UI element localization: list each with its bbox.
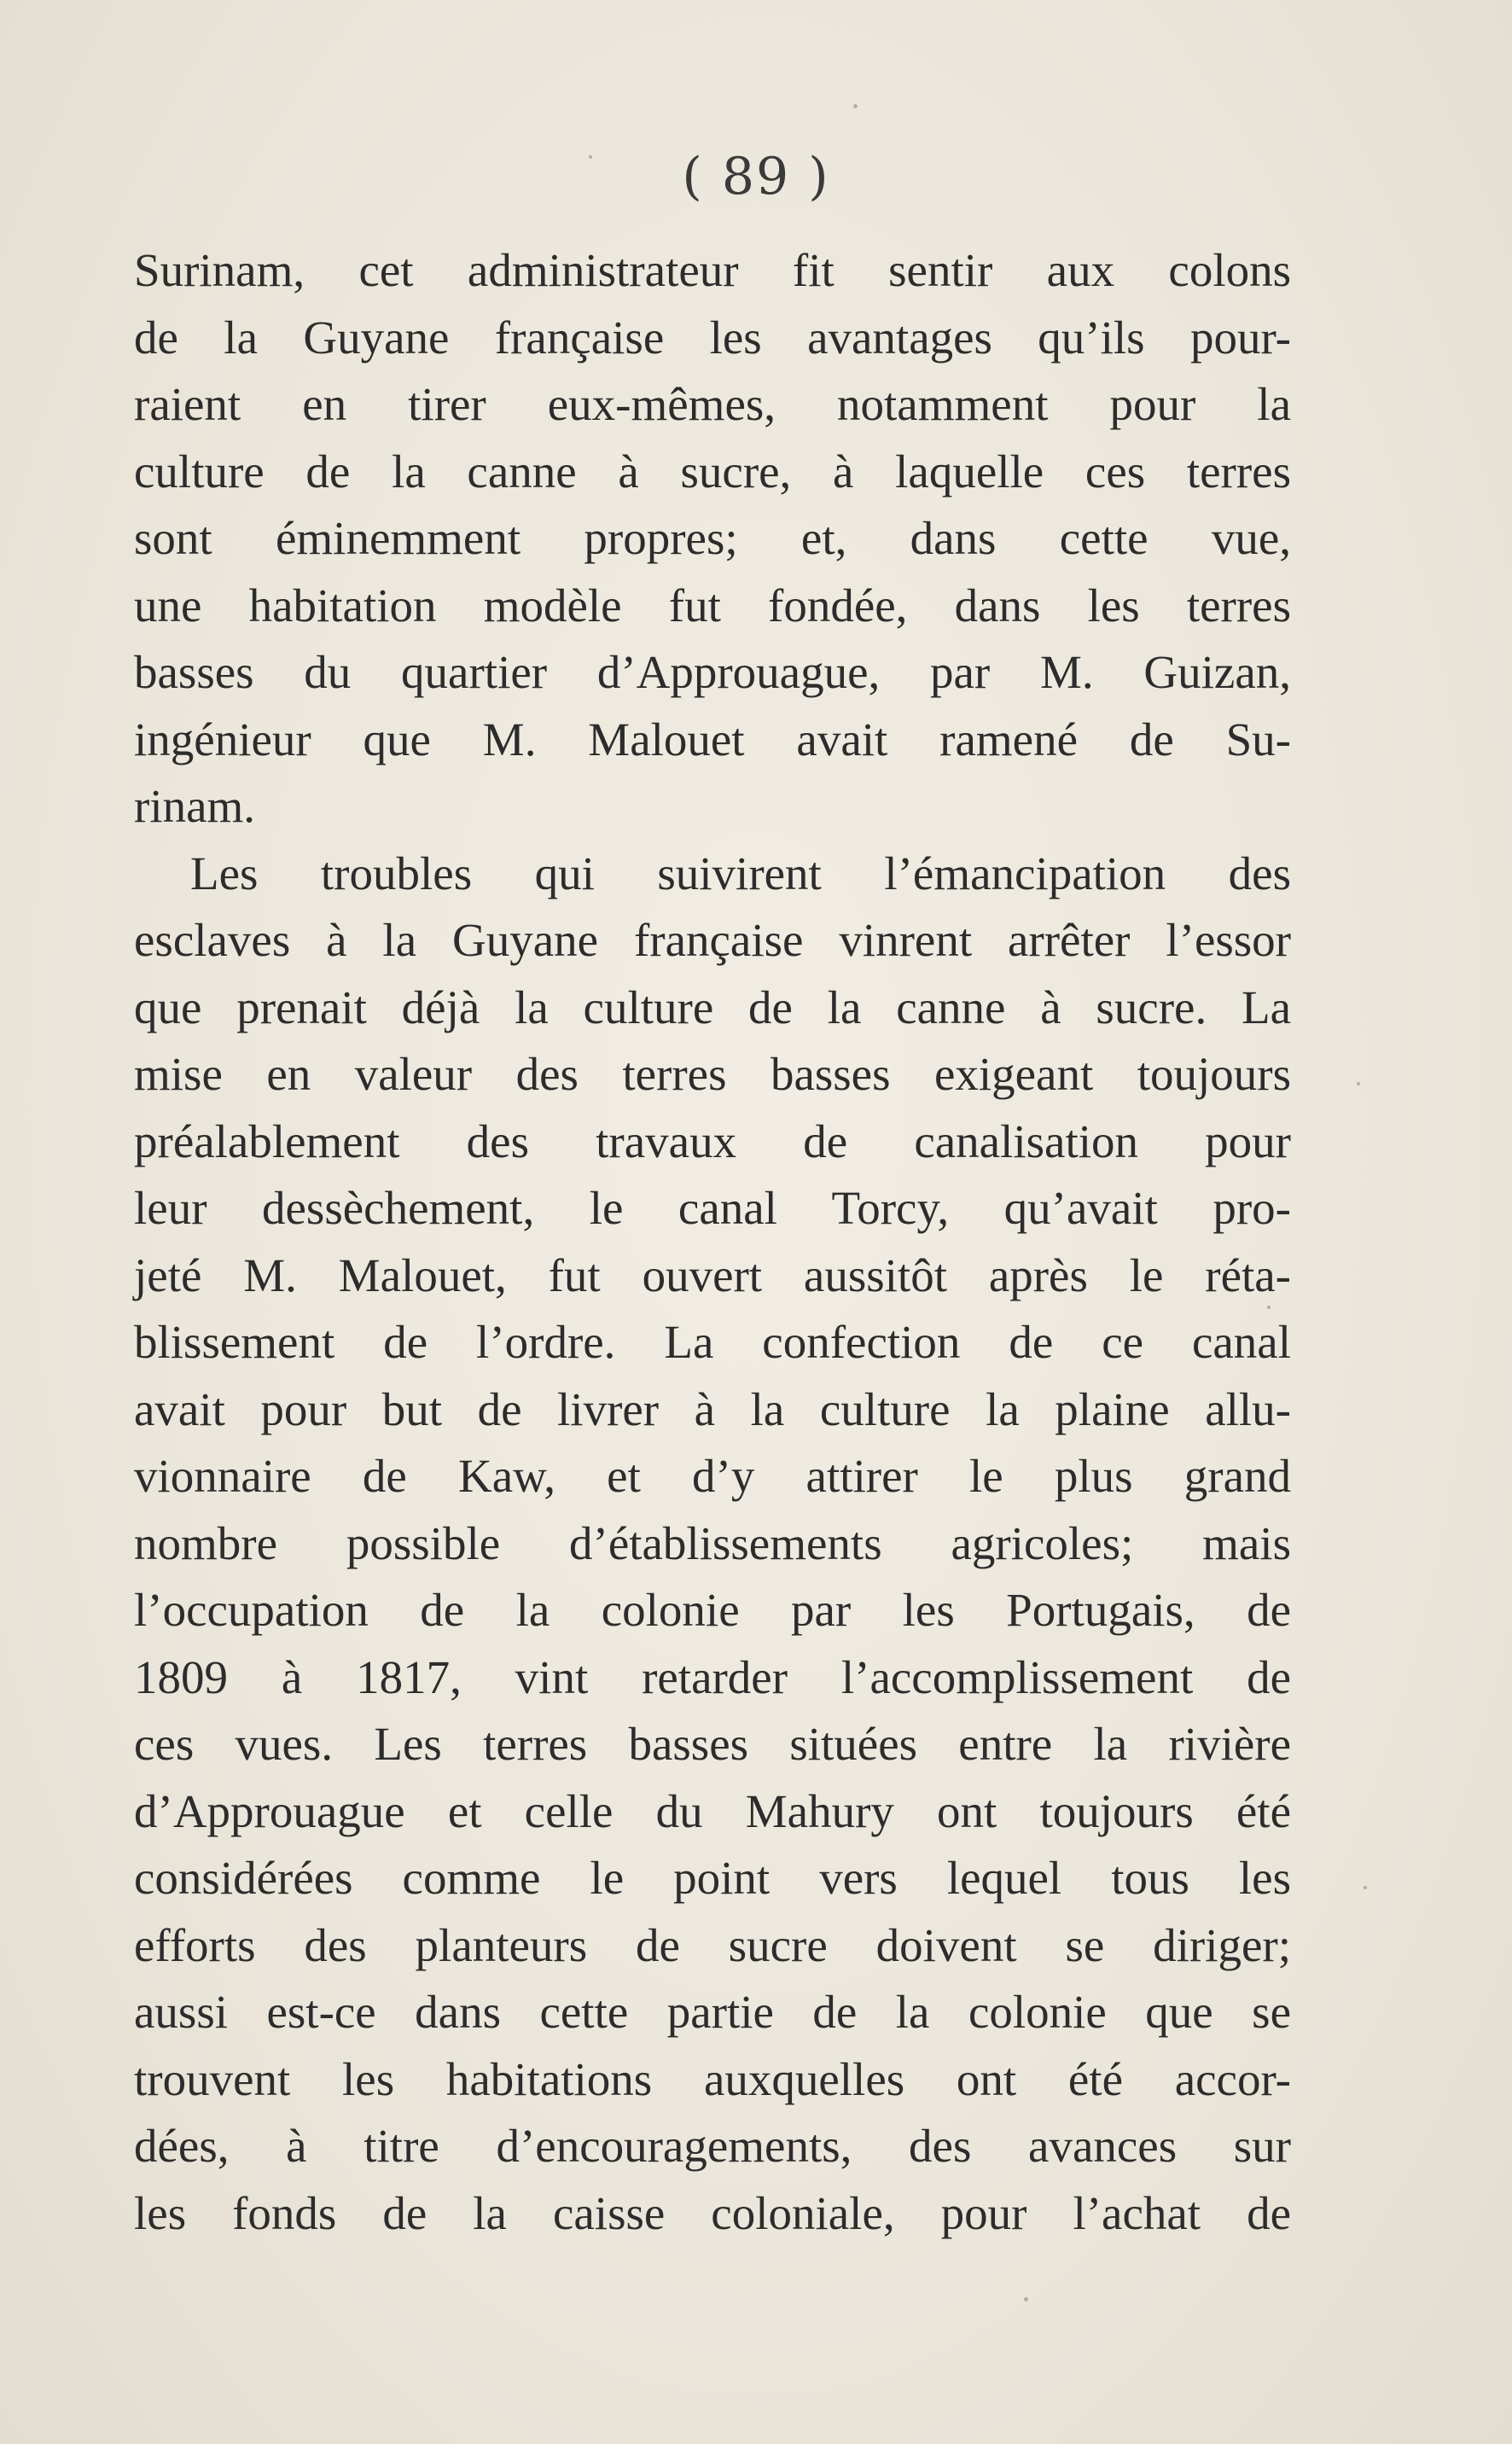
paper-speck (1364, 1886, 1367, 1889)
text-line: mise en valeur des terres basses exigeant toujours (134, 1048, 1291, 1100)
text-line: basses du quartier d’Approuague, par M. Guizan, (134, 646, 1291, 698)
text-line: l’occupation de la colonie par les Portugais, de (134, 1584, 1291, 1636)
text-line: avait pour but de livrer à la culture la plaine allu- (134, 1382, 1291, 1435)
text-line: trouvent les habitations auxquelles ont été accor- (134, 2052, 1291, 2105)
text-line: jeté M. Malouet, fut ouvert aussitôt après le réta- (134, 1248, 1291, 1301)
text-line: efforts des planteurs de sucre doivent se diriger; (134, 1918, 1291, 1971)
body-text (134, 237, 1291, 2247)
text-line: culture de la canne à sucre, à laquelle ces terres (134, 445, 1291, 498)
text-line: esclaves à la Guyane française vinrent arrêter l’essor (134, 914, 1291, 966)
text-line: rinam. (134, 780, 256, 832)
text-line: sont éminemment propres; et, dans cette vue, (134, 512, 1291, 564)
text-line: que prenait déjà la culture de la canne à sucre. La (134, 981, 1291, 1033)
text-line: ces vues. Les terres basses situées entre la rivière (134, 1718, 1291, 1770)
text-line: Les troubles qui suivirent l’émancipation des (190, 847, 1291, 899)
text-line: dées, à titre d’encouragements, des avances sur (134, 2120, 1291, 2172)
text-line: les fonds de la caisse coloniale, pour l’achat de (134, 2186, 1291, 2239)
text-line: leur dessèchement, le canal Torcy, qu’avait pro- (134, 1182, 1291, 1234)
paper-speck (853, 104, 858, 108)
text-line: préalablement des travaux de canalisation pour (134, 1114, 1291, 1167)
text-line: ingénieur que M. Malouet avait ramené de Su- (134, 713, 1291, 765)
text-line: d’Approuague et celle du Mahury ont toujours été (134, 1784, 1291, 1837)
text-line: aussi est-ce dans cette partie de la colonie que se (134, 1986, 1291, 2038)
text-line: 1809 à 1817, vint retarder l’accomplissement de (134, 1650, 1291, 1703)
page-number: ( 89 ) (682, 147, 830, 207)
text-line: blissement de l’ordre. La confection de ce canal (134, 1316, 1291, 1368)
paragraph (134, 841, 1291, 2248)
paper-speck (1357, 1082, 1360, 1085)
text-line: nombre possible d’établissements agricoles; mais (134, 1516, 1291, 1569)
paragraph (134, 237, 1291, 841)
text-line: vionnaire de Kaw, et d’y attirer le plus grand (134, 1450, 1291, 1502)
text-line: considérées comme le point vers lequel tous les (134, 1852, 1291, 1904)
text-line: Surinam, cet administrateur fit sentir aux colons (134, 244, 1291, 296)
text-line: une habitation modèle fut fondée, dans les terres (134, 579, 1291, 631)
text-line: raient en tirer eux-mêmes, notamment pour la (134, 378, 1291, 430)
paper-speck (1024, 2297, 1028, 2301)
text-line: de la Guyane française les avantages qu’ils pour- (134, 311, 1291, 364)
